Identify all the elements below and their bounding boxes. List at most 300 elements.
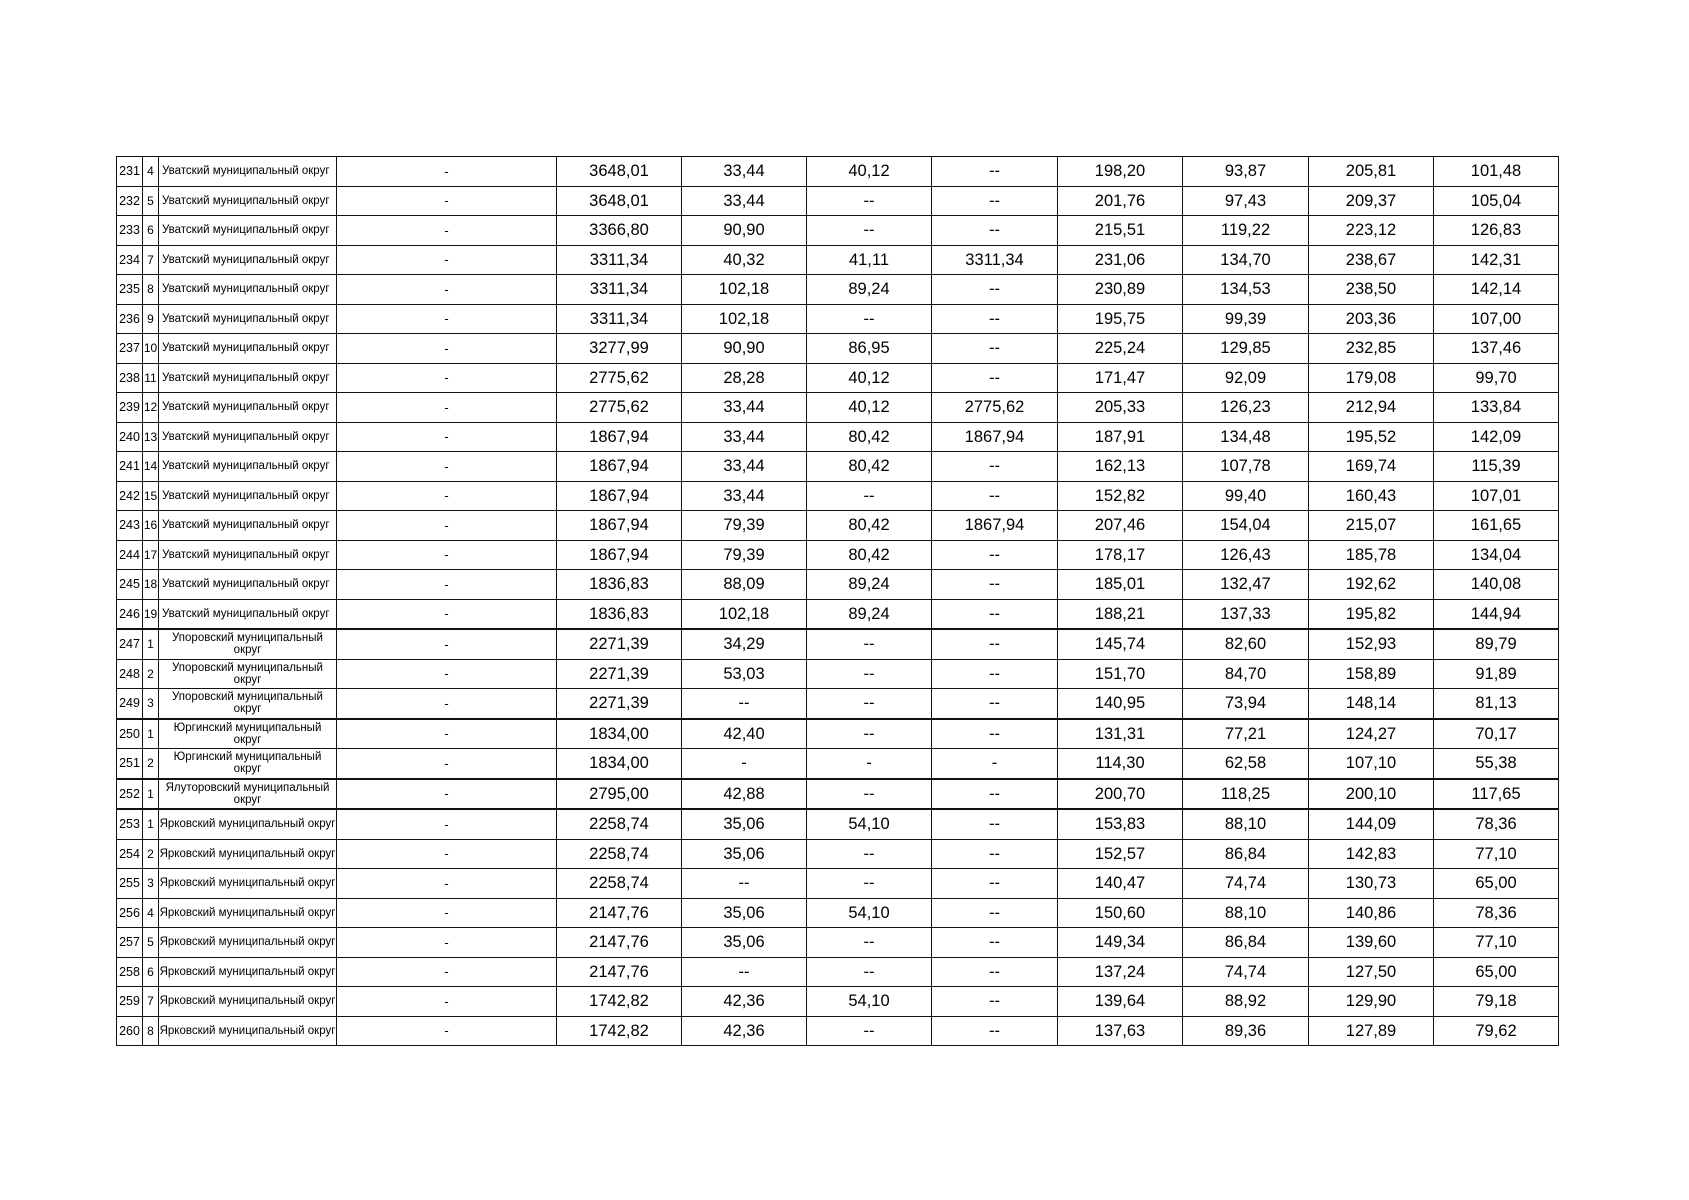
value-cell-7: 223,12 [1309, 216, 1434, 246]
value-cell-1: 3648,01 [557, 157, 682, 187]
value-cell-5: 152,57 [1058, 839, 1183, 869]
blank-cell: - [337, 599, 557, 629]
value-cell-6: 134,53 [1183, 275, 1309, 305]
value-cell-4: -- [932, 275, 1058, 305]
row-number-cell: 252 [117, 779, 143, 810]
value-cell-1: 2147,76 [557, 898, 682, 928]
value-cell-7: 192,62 [1309, 570, 1434, 600]
municipality-cell: Ялуторовский муниципальный округ [159, 779, 337, 810]
table-row [117, 304, 1559, 334]
value-cell-6: 77,21 [1183, 719, 1309, 749]
value-cell-4: -- [932, 1016, 1058, 1046]
row-number-cell: 236 [117, 304, 143, 334]
value-cell-2: 35,06 [682, 839, 807, 869]
table-row [117, 599, 1559, 629]
value-cell-5: 188,21 [1058, 599, 1183, 629]
blank-cell: - [337, 779, 557, 810]
value-cell-8: 142,09 [1434, 422, 1559, 452]
value-cell-8: 142,14 [1434, 275, 1559, 305]
value-cell-2: 88,09 [682, 570, 807, 600]
sub-number-cell: 2 [143, 839, 159, 869]
value-cell-3: 40,12 [807, 363, 932, 393]
row-number-cell: 238 [117, 363, 143, 393]
value-cell-6: 134,70 [1183, 245, 1309, 275]
value-cell-5: 150,60 [1058, 898, 1183, 928]
table-row [117, 452, 1559, 482]
row-number-cell: 241 [117, 452, 143, 482]
value-cell-3: -- [807, 719, 932, 749]
value-cell-3: 89,24 [807, 570, 932, 600]
value-cell-5: 114,30 [1058, 749, 1183, 779]
value-cell-1: 3277,99 [557, 334, 682, 364]
value-cell-7: 195,82 [1309, 599, 1434, 629]
value-cell-3: - [807, 749, 932, 779]
value-cell-6: 88,10 [1183, 898, 1309, 928]
blank-cell: - [337, 304, 557, 334]
value-cell-6: 86,84 [1183, 839, 1309, 869]
value-cell-8: 79,18 [1434, 987, 1559, 1017]
value-cell-2: 102,18 [682, 275, 807, 305]
blank-cell: - [337, 898, 557, 928]
value-cell-1: 1836,83 [557, 599, 682, 629]
sub-number-cell: 7 [143, 987, 159, 1017]
value-cell-4: -- [932, 629, 1058, 659]
table-row [117, 422, 1559, 452]
value-cell-7: 107,10 [1309, 749, 1434, 779]
value-cell-1: 2795,00 [557, 779, 682, 810]
table-row [117, 987, 1559, 1017]
municipality-cell: Уватский муниципальный округ [159, 393, 337, 423]
municipality-cell: Уватский муниципальный округ [159, 216, 337, 246]
value-cell-5: 207,46 [1058, 511, 1183, 541]
sub-number-cell: 19 [143, 599, 159, 629]
sub-number-cell: 18 [143, 570, 159, 600]
value-cell-2: - [682, 749, 807, 779]
blank-cell: - [337, 719, 557, 749]
value-cell-1: 2271,39 [557, 659, 682, 689]
sub-number-cell: 4 [143, 157, 159, 187]
value-cell-4: -- [932, 779, 1058, 810]
value-cell-8: 89,79 [1434, 629, 1559, 659]
value-cell-7: 200,10 [1309, 779, 1434, 810]
value-cell-4: -- [932, 898, 1058, 928]
value-cell-2: 33,44 [682, 157, 807, 187]
value-cell-4: 3311,34 [932, 245, 1058, 275]
sub-number-cell: 3 [143, 869, 159, 899]
value-cell-8: 161,65 [1434, 511, 1559, 541]
sub-number-cell: 11 [143, 363, 159, 393]
value-cell-8: 78,36 [1434, 898, 1559, 928]
value-cell-1: 1867,94 [557, 452, 682, 482]
municipality-cell: Уватский муниципальный округ [159, 599, 337, 629]
blank-cell: - [337, 570, 557, 600]
value-cell-4: -- [932, 719, 1058, 749]
sub-number-cell: 1 [143, 809, 159, 839]
value-cell-8: 78,36 [1434, 809, 1559, 839]
municipality-cell: Уватский муниципальный округ [159, 334, 337, 364]
value-cell-4: -- [932, 659, 1058, 689]
municipality-cell: Ярковский муниципальный округ [159, 869, 337, 899]
value-cell-5: 231,06 [1058, 245, 1183, 275]
blank-cell: - [337, 452, 557, 482]
value-cell-2: 40,32 [682, 245, 807, 275]
value-cell-3: -- [807, 304, 932, 334]
blank-cell: - [337, 689, 557, 719]
sub-number-cell: 1 [143, 779, 159, 810]
value-cell-3: -- [807, 216, 932, 246]
value-cell-3: -- [807, 839, 932, 869]
sub-number-cell: 8 [143, 275, 159, 305]
value-cell-5: 178,17 [1058, 540, 1183, 570]
table-row [117, 216, 1559, 246]
value-cell-7: 148,14 [1309, 689, 1434, 719]
value-cell-7: 124,27 [1309, 719, 1434, 749]
blank-cell: - [337, 186, 557, 216]
value-cell-8: 77,10 [1434, 839, 1559, 869]
table-row [117, 898, 1559, 928]
blank-cell: - [337, 334, 557, 364]
value-cell-5: 171,47 [1058, 363, 1183, 393]
value-cell-3: 41,11 [807, 245, 932, 275]
value-cell-8: 81,13 [1434, 689, 1559, 719]
value-cell-1: 2775,62 [557, 363, 682, 393]
blank-cell: - [337, 869, 557, 899]
value-cell-3: 54,10 [807, 987, 932, 1017]
row-number-cell: 257 [117, 928, 143, 958]
table-row [117, 629, 1559, 659]
value-cell-6: 73,94 [1183, 689, 1309, 719]
value-cell-8: 144,94 [1434, 599, 1559, 629]
table-row [117, 481, 1559, 511]
municipality-cell: Ярковский муниципальный округ [159, 839, 337, 869]
row-number-cell: 239 [117, 393, 143, 423]
value-cell-5: 162,13 [1058, 452, 1183, 482]
municipality-cell: Упоровский муниципальный округ [159, 629, 337, 659]
value-cell-7: 238,67 [1309, 245, 1434, 275]
value-cell-6: 74,74 [1183, 869, 1309, 899]
value-cell-8: 70,17 [1434, 719, 1559, 749]
value-cell-7: 127,50 [1309, 957, 1434, 987]
value-cell-2: 35,06 [682, 898, 807, 928]
value-cell-1: 2147,76 [557, 957, 682, 987]
value-cell-6: 132,47 [1183, 570, 1309, 600]
value-cell-6: 126,43 [1183, 540, 1309, 570]
row-number-cell: 258 [117, 957, 143, 987]
row-number-cell: 245 [117, 570, 143, 600]
value-cell-7: 142,83 [1309, 839, 1434, 869]
row-number-cell: 260 [117, 1016, 143, 1046]
blank-cell: - [337, 157, 557, 187]
sub-number-cell: 10 [143, 334, 159, 364]
municipality-cell: Упоровский муниципальный округ [159, 689, 337, 719]
table-row [117, 749, 1559, 779]
value-cell-3: -- [807, 869, 932, 899]
sub-number-cell: 5 [143, 186, 159, 216]
row-number-cell: 249 [117, 689, 143, 719]
value-cell-7: 140,86 [1309, 898, 1434, 928]
value-cell-2: -- [682, 689, 807, 719]
value-cell-5: 140,47 [1058, 869, 1183, 899]
row-number-cell: 237 [117, 334, 143, 364]
value-cell-1: 2775,62 [557, 393, 682, 423]
municipality-cell: Юргинский муниципальный округ [159, 719, 337, 749]
value-cell-2: 33,44 [682, 422, 807, 452]
value-cell-1: 1742,82 [557, 987, 682, 1017]
value-cell-6: 86,84 [1183, 928, 1309, 958]
row-number-cell: 231 [117, 157, 143, 187]
table-row [117, 363, 1559, 393]
row-number-cell: 247 [117, 629, 143, 659]
value-cell-7: 209,37 [1309, 186, 1434, 216]
blank-cell: - [337, 1016, 557, 1046]
value-cell-1: 3311,34 [557, 245, 682, 275]
value-cell-2: 33,44 [682, 393, 807, 423]
row-number-cell: 232 [117, 186, 143, 216]
table-row [117, 928, 1559, 958]
municipality-cell: Ярковский муниципальный округ [159, 928, 337, 958]
value-cell-8: 65,00 [1434, 869, 1559, 899]
table-row [117, 334, 1559, 364]
blank-cell: - [337, 629, 557, 659]
sub-number-cell: 8 [143, 1016, 159, 1046]
municipality-cell: Ярковский муниципальный округ [159, 898, 337, 928]
value-cell-3: -- [807, 779, 932, 810]
value-cell-4: -- [932, 809, 1058, 839]
value-cell-1: 2271,39 [557, 689, 682, 719]
value-cell-7: 152,93 [1309, 629, 1434, 659]
value-cell-2: 79,39 [682, 511, 807, 541]
value-cell-5: 230,89 [1058, 275, 1183, 305]
value-cell-6: 92,09 [1183, 363, 1309, 393]
value-cell-1: 1836,83 [557, 570, 682, 600]
table-row [117, 659, 1559, 689]
sub-number-cell: 6 [143, 216, 159, 246]
value-cell-3: 40,12 [807, 393, 932, 423]
sub-number-cell: 2 [143, 749, 159, 779]
blank-cell: - [337, 275, 557, 305]
value-cell-1: 1834,00 [557, 719, 682, 749]
value-cell-7: 205,81 [1309, 157, 1434, 187]
value-cell-3: -- [807, 629, 932, 659]
value-cell-2: 79,39 [682, 540, 807, 570]
value-cell-1: 2258,74 [557, 869, 682, 899]
table-row [117, 869, 1559, 899]
value-cell-7: 215,07 [1309, 511, 1434, 541]
value-cell-4: -- [932, 334, 1058, 364]
sub-number-cell: 4 [143, 898, 159, 928]
value-cell-4: -- [932, 689, 1058, 719]
value-cell-8: 107,00 [1434, 304, 1559, 334]
row-number-cell: 242 [117, 481, 143, 511]
row-number-cell: 235 [117, 275, 143, 305]
table-row [117, 245, 1559, 275]
value-cell-1: 1867,94 [557, 422, 682, 452]
sub-number-cell: 12 [143, 393, 159, 423]
sub-number-cell: 14 [143, 452, 159, 482]
value-cell-8: 101,48 [1434, 157, 1559, 187]
value-cell-3: -- [807, 1016, 932, 1046]
value-cell-7: 169,74 [1309, 452, 1434, 482]
row-number-cell: 234 [117, 245, 143, 275]
blank-cell: - [337, 422, 557, 452]
blank-cell: - [337, 957, 557, 987]
blank-cell: - [337, 928, 557, 958]
value-cell-8: 99,70 [1434, 363, 1559, 393]
value-cell-7: 203,36 [1309, 304, 1434, 334]
municipality-cell: Уватский муниципальный округ [159, 481, 337, 511]
value-cell-5: 137,24 [1058, 957, 1183, 987]
blank-cell: - [337, 481, 557, 511]
blank-cell: - [337, 216, 557, 246]
value-cell-6: 99,39 [1183, 304, 1309, 334]
value-cell-4: - [932, 749, 1058, 779]
value-cell-1: 1867,94 [557, 481, 682, 511]
value-cell-4: -- [932, 957, 1058, 987]
value-cell-1: 3311,34 [557, 304, 682, 334]
value-cell-2: 28,28 [682, 363, 807, 393]
value-cell-1: 2147,76 [557, 928, 682, 958]
value-cell-7: 129,90 [1309, 987, 1434, 1017]
row-number-cell: 248 [117, 659, 143, 689]
municipality-cell: Ярковский муниципальный округ [159, 1016, 337, 1046]
value-cell-7: 160,43 [1309, 481, 1434, 511]
value-cell-1: 3311,34 [557, 275, 682, 305]
sub-number-cell: 1 [143, 629, 159, 659]
value-cell-7: 158,89 [1309, 659, 1434, 689]
value-cell-2: 34,29 [682, 629, 807, 659]
row-number-cell: 251 [117, 749, 143, 779]
municipality-cell: Ярковский муниципальный округ [159, 809, 337, 839]
value-cell-3: 80,42 [807, 540, 932, 570]
value-cell-8: 137,46 [1434, 334, 1559, 364]
value-cell-7: 232,85 [1309, 334, 1434, 364]
value-cell-3: -- [807, 481, 932, 511]
table-row [117, 540, 1559, 570]
value-cell-2: 90,90 [682, 334, 807, 364]
value-cell-6: 88,92 [1183, 987, 1309, 1017]
row-number-cell: 259 [117, 987, 143, 1017]
value-cell-4: 2775,62 [932, 393, 1058, 423]
value-cell-8: 65,00 [1434, 957, 1559, 987]
value-cell-7: 130,73 [1309, 869, 1434, 899]
value-cell-5: 185,01 [1058, 570, 1183, 600]
municipality-cell: Упоровский муниципальный округ [159, 659, 337, 689]
table-row [117, 511, 1559, 541]
value-cell-8: 91,89 [1434, 659, 1559, 689]
value-cell-5: 205,33 [1058, 393, 1183, 423]
value-cell-2: 90,90 [682, 216, 807, 246]
value-cell-6: 82,60 [1183, 629, 1309, 659]
municipality-cell: Уватский муниципальный округ [159, 186, 337, 216]
value-cell-1: 2258,74 [557, 839, 682, 869]
value-cell-8: 126,83 [1434, 216, 1559, 246]
value-cell-6: 118,25 [1183, 779, 1309, 810]
value-cell-2: 53,03 [682, 659, 807, 689]
value-cell-3: 80,42 [807, 422, 932, 452]
value-cell-6: 97,43 [1183, 186, 1309, 216]
table-row [117, 570, 1559, 600]
blank-cell: - [337, 511, 557, 541]
sub-number-cell: 13 [143, 422, 159, 452]
value-cell-3: -- [807, 928, 932, 958]
municipality-cell: Уватский муниципальный округ [159, 422, 337, 452]
value-cell-6: 126,23 [1183, 393, 1309, 423]
municipality-cell: Уватский муниципальный округ [159, 363, 337, 393]
blank-cell: - [337, 363, 557, 393]
value-cell-6: 62,58 [1183, 749, 1309, 779]
value-cell-5: 201,76 [1058, 186, 1183, 216]
value-cell-6: 84,70 [1183, 659, 1309, 689]
blank-cell: - [337, 245, 557, 275]
value-cell-2: 35,06 [682, 809, 807, 839]
sub-number-cell: 9 [143, 304, 159, 334]
table-row [117, 779, 1559, 810]
value-cell-5: 215,51 [1058, 216, 1183, 246]
sub-number-cell: 2 [143, 659, 159, 689]
value-cell-2: 42,36 [682, 987, 807, 1017]
row-number-cell: 243 [117, 511, 143, 541]
sub-number-cell: 6 [143, 957, 159, 987]
municipality-cell: Уватский муниципальный округ [159, 511, 337, 541]
value-cell-4: -- [932, 570, 1058, 600]
value-cell-5: 145,74 [1058, 629, 1183, 659]
sub-number-cell: 16 [143, 511, 159, 541]
sub-number-cell: 17 [143, 540, 159, 570]
value-cell-8: 55,38 [1434, 749, 1559, 779]
value-cell-6: 119,22 [1183, 216, 1309, 246]
row-number-cell: 240 [117, 422, 143, 452]
municipality-cell: Уватский муниципальный округ [159, 275, 337, 305]
value-cell-8: 117,65 [1434, 779, 1559, 810]
value-cell-5: 139,64 [1058, 987, 1183, 1017]
value-cell-6: 93,87 [1183, 157, 1309, 187]
municipality-cell: Ярковский муниципальный округ [159, 957, 337, 987]
value-cell-6: 129,85 [1183, 334, 1309, 364]
value-cell-4: -- [932, 157, 1058, 187]
table-row [117, 719, 1559, 749]
table-row [117, 186, 1559, 216]
sub-number-cell: 1 [143, 719, 159, 749]
value-cell-3: 80,42 [807, 452, 932, 482]
value-cell-6: 88,10 [1183, 809, 1309, 839]
value-cell-8: 105,04 [1434, 186, 1559, 216]
value-cell-3: -- [807, 689, 932, 719]
blank-cell: - [337, 839, 557, 869]
municipality-cell: Уватский муниципальный округ [159, 452, 337, 482]
value-cell-5: 137,63 [1058, 1016, 1183, 1046]
row-number-cell: 256 [117, 898, 143, 928]
value-cell-2: -- [682, 957, 807, 987]
sub-number-cell: 15 [143, 481, 159, 511]
value-cell-5: 198,20 [1058, 157, 1183, 187]
value-cell-4: 1867,94 [932, 422, 1058, 452]
value-cell-3: 54,10 [807, 809, 932, 839]
value-cell-2: 42,40 [682, 719, 807, 749]
value-cell-7: 139,60 [1309, 928, 1434, 958]
value-cell-3: 54,10 [807, 898, 932, 928]
value-cell-7: 185,78 [1309, 540, 1434, 570]
value-cell-2: 42,36 [682, 1016, 807, 1046]
value-cell-4: -- [932, 363, 1058, 393]
value-cell-3: 89,24 [807, 275, 932, 305]
value-cell-6: 89,36 [1183, 1016, 1309, 1046]
value-cell-4: -- [932, 839, 1058, 869]
value-cell-8: 134,04 [1434, 540, 1559, 570]
value-cell-6: 107,78 [1183, 452, 1309, 482]
value-cell-2: 42,88 [682, 779, 807, 810]
blank-cell: - [337, 987, 557, 1017]
value-cell-4: -- [932, 869, 1058, 899]
